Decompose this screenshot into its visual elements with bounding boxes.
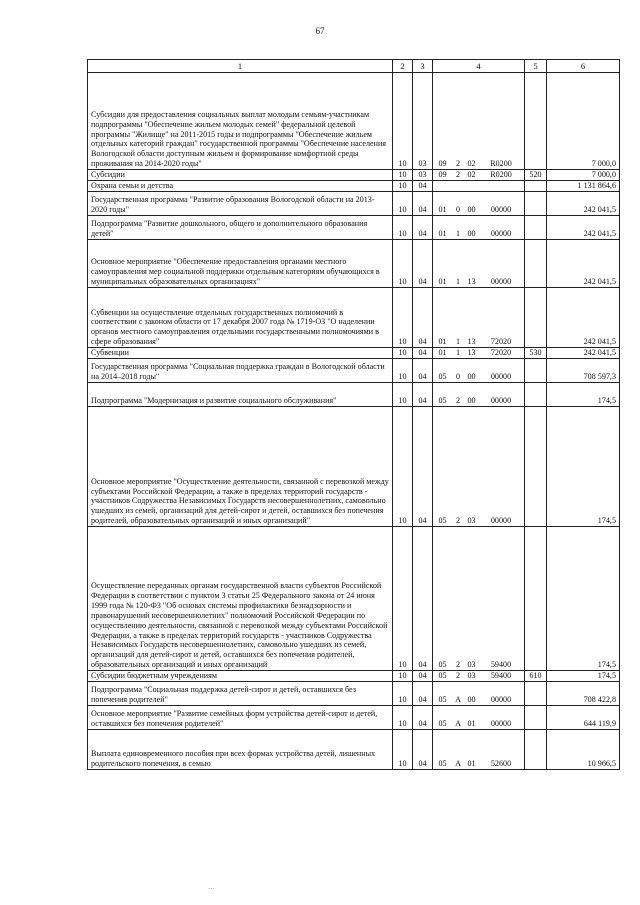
target-subprogram: А bbox=[455, 719, 461, 729]
row-section: 10 bbox=[393, 192, 413, 216]
target-subprogram: 1 bbox=[455, 277, 461, 287]
footer-mark: … bbox=[208, 883, 215, 891]
target-code: 00000 bbox=[490, 695, 512, 705]
target-code: 72020 bbox=[490, 337, 512, 347]
header-col-expense-type: 5 bbox=[525, 60, 547, 73]
target-subprogram: 0 bbox=[455, 205, 461, 215]
table-row bbox=[88, 288, 620, 348]
row-name: Подпрограмма "Развитие дошкольного, общего и дополнительного образования детей" bbox=[88, 216, 393, 240]
row-name: Осуществление переданных органам государственной власти субъектов Российской Федерации в соответствии с пунктом 3 статьи 25 Федерального закона от 24 июня 1999 года № 120-ФЗ "Об основах системы профилактики безнадзорности и правонарушений несовершеннолетних" полномочий Российской Федерации по осуществлению деятельности, связанной с перевозкой между субъектами Российской Федерации, а также в пределах территорий государств - участников Содружества Независимых Государств несовершеннолетних, самовольно ушедших из семей, организаций для детей-сирот и детей, оставшихся без попечения родителей, образовательных организаций и иных организаций bbox=[88, 527, 393, 671]
target-program: 09 bbox=[438, 170, 447, 180]
table-row bbox=[88, 407, 620, 527]
row-amount: 1 131 864,6 bbox=[547, 181, 620, 192]
row-section: 10 bbox=[393, 407, 413, 527]
row-name: Основное мероприятие "Развитие семейных форм устройства детей-сирот и детей, оставшихся без попечения родителей" bbox=[88, 706, 393, 730]
target-code: 00000 bbox=[490, 277, 512, 287]
target-program: 01 bbox=[438, 229, 447, 239]
row-subsection: 04 bbox=[413, 216, 433, 240]
row-amount: 708 597,3 bbox=[547, 359, 620, 383]
target-activity: 00 bbox=[467, 372, 476, 382]
row-subsection: 03 bbox=[413, 170, 433, 181]
target-activity: 00 bbox=[467, 695, 476, 705]
table-row bbox=[88, 359, 620, 383]
row-target-article bbox=[433, 359, 525, 383]
target-program: 01 bbox=[438, 277, 447, 287]
row-name: Основное мероприятие "Осуществление деятельности, связанной с перевозкой между субъектами Российской Федерации, а также в пределах территорий государств - участников Содружества Независимых Государств несовершеннолетних, самовольно ушедших из семей, организаций для детей-сирот и детей, оставшихся без попечения родителей, образовательных организаций и иных организаций" bbox=[88, 407, 393, 527]
table-row bbox=[88, 348, 620, 359]
row-expense-type bbox=[525, 73, 547, 170]
row-section: 10 bbox=[393, 216, 413, 240]
row-amount: 242 041,5 bbox=[547, 216, 620, 240]
row-name: Подпрограмма "Модернизация и развитие социального обслуживания" bbox=[88, 383, 393, 407]
row-expense-type bbox=[525, 240, 547, 288]
target-code: 00000 bbox=[490, 396, 512, 406]
row-target-article bbox=[433, 527, 525, 671]
target-activity: 00 bbox=[467, 229, 476, 239]
target-subprogram: 2 bbox=[455, 660, 461, 670]
row-amount: 644 119,9 bbox=[547, 706, 620, 730]
row-section: 10 bbox=[393, 671, 413, 682]
row-target-article bbox=[433, 216, 525, 240]
row-amount: 7 000,0 bbox=[547, 73, 620, 170]
table-row bbox=[88, 240, 620, 288]
row-subsection: 04 bbox=[413, 288, 433, 348]
target-code: 59400 bbox=[490, 671, 512, 681]
row-name: Выплата единовременного пособия при всех формах устройства детей, лишенных родительского попечения, в семью bbox=[88, 730, 393, 770]
row-target-article bbox=[433, 348, 525, 359]
row-section: 10 bbox=[393, 359, 413, 383]
target-subprogram: 2 bbox=[455, 159, 461, 169]
row-section: 10 bbox=[393, 383, 413, 407]
target-program: 01 bbox=[438, 337, 447, 347]
table-row bbox=[88, 170, 620, 181]
row-target-article bbox=[433, 706, 525, 730]
target-program: 05 bbox=[438, 759, 447, 769]
target-subprogram: 1 bbox=[455, 337, 461, 347]
header-col-target-article: 4 bbox=[433, 60, 525, 73]
target-activity: 03 bbox=[467, 671, 476, 681]
target-program: 01 bbox=[438, 348, 447, 358]
row-section: 10 bbox=[393, 73, 413, 170]
target-program: 05 bbox=[438, 372, 447, 382]
table-row bbox=[88, 216, 620, 240]
table-row bbox=[88, 527, 620, 671]
row-name: Субсидии bbox=[88, 170, 393, 181]
target-activity: 13 bbox=[467, 277, 476, 287]
row-subsection: 04 bbox=[413, 706, 433, 730]
target-activity: 02 bbox=[467, 170, 476, 180]
table-row bbox=[88, 383, 620, 407]
target-code: 00000 bbox=[490, 516, 512, 526]
row-expense-type: 530 bbox=[525, 348, 547, 359]
row-subsection: 04 bbox=[413, 407, 433, 527]
row-expense-type bbox=[525, 407, 547, 527]
target-program: 05 bbox=[438, 516, 447, 526]
row-expense-type bbox=[525, 288, 547, 348]
target-activity: 00 bbox=[467, 205, 476, 215]
row-target-article bbox=[433, 181, 525, 192]
row-expense-type bbox=[525, 682, 547, 706]
target-subprogram: А bbox=[455, 695, 461, 705]
row-target-article bbox=[433, 192, 525, 216]
target-activity: 03 bbox=[467, 660, 476, 670]
row-section: 10 bbox=[393, 706, 413, 730]
target-code: 00000 bbox=[490, 719, 512, 729]
target-program: 01 bbox=[438, 205, 447, 215]
header-col-subsection: 3 bbox=[413, 60, 433, 73]
row-subsection: 04 bbox=[413, 383, 433, 407]
row-section: 10 bbox=[393, 240, 413, 288]
table-row bbox=[88, 682, 620, 706]
row-amount: 708 422,8 bbox=[547, 682, 620, 706]
table-row bbox=[88, 181, 620, 192]
row-target-article bbox=[433, 240, 525, 288]
target-activity: 00 bbox=[467, 396, 476, 406]
row-expense-type bbox=[525, 359, 547, 383]
row-name: Охрана семьи и детства bbox=[88, 181, 393, 192]
row-expense-type bbox=[525, 216, 547, 240]
target-program: 05 bbox=[438, 719, 447, 729]
target-code: 00000 bbox=[490, 372, 512, 382]
row-amount: 242 041,5 bbox=[547, 288, 620, 348]
target-subprogram: 2 bbox=[455, 516, 461, 526]
row-amount: 174,5 bbox=[547, 383, 620, 407]
row-expense-type bbox=[525, 383, 547, 407]
row-target-article bbox=[433, 170, 525, 181]
row-name: Основное мероприятие "Обеспечение предоставления органами местного самоуправления мер социальной поддержки отдельным категориям обучающихся в муниципальных образовательных организациях" bbox=[88, 240, 393, 288]
row-subsection: 04 bbox=[413, 527, 433, 671]
table-row bbox=[88, 671, 620, 682]
row-name: Субсидии бюджетным учреждениям bbox=[88, 671, 393, 682]
target-activity: 01 bbox=[467, 759, 476, 769]
row-target-article bbox=[433, 407, 525, 527]
row-name: Государственная программа "Развитие образования Вологодской области на 2013-2020 годы" bbox=[88, 192, 393, 216]
row-amount: 7 000,0 bbox=[547, 170, 620, 181]
row-amount: 242 041,5 bbox=[547, 348, 620, 359]
row-name: Государственная программа "Социальная поддержка граждан в Вологодской области на 2014–2018 годы" bbox=[88, 359, 393, 383]
row-amount: 10 966,5 bbox=[547, 730, 620, 770]
row-section: 10 bbox=[393, 170, 413, 181]
row-amount: 174,5 bbox=[547, 527, 620, 671]
table-row bbox=[88, 730, 620, 770]
target-program: 05 bbox=[438, 671, 447, 681]
row-section: 10 bbox=[393, 527, 413, 671]
row-expense-type bbox=[525, 192, 547, 216]
target-program: 05 bbox=[438, 660, 447, 670]
row-subsection: 04 bbox=[413, 682, 433, 706]
row-subsection: 04 bbox=[413, 240, 433, 288]
target-subprogram: А bbox=[455, 759, 461, 769]
row-target-article bbox=[433, 671, 525, 682]
target-program: 05 bbox=[438, 396, 447, 406]
target-program: 05 bbox=[438, 695, 447, 705]
target-activity: 13 bbox=[467, 337, 476, 347]
target-code: 00000 bbox=[490, 205, 512, 215]
row-expense-type: 520 bbox=[525, 170, 547, 181]
target-code: 00000 bbox=[490, 229, 512, 239]
target-subprogram: 2 bbox=[455, 671, 461, 681]
row-expense-type bbox=[525, 527, 547, 671]
target-code: 72020 bbox=[490, 348, 512, 358]
row-name: Субвенции на осуществление отдельных государственных полномочий в соответствии с законом области от 17 декабря 2007 года № 1719-ОЗ "О наделении органов местного самоуправления отдельными государственными полномочиями в сфере образования" bbox=[88, 288, 393, 348]
row-name: Подпрограмма "Социальная поддержка детей-сирот и детей, оставшихся без попечения родителей" bbox=[88, 682, 393, 706]
row-amount: 242 041,5 bbox=[547, 240, 620, 288]
row-target-article bbox=[433, 73, 525, 170]
target-activity: 13 bbox=[467, 348, 476, 358]
target-subprogram: 1 bbox=[455, 229, 461, 239]
row-subsection: 03 bbox=[413, 73, 433, 170]
row-subsection: 04 bbox=[413, 671, 433, 682]
table-row bbox=[88, 73, 620, 170]
row-amount: 174,5 bbox=[547, 407, 620, 527]
row-name: Субсидии для предоставления социальных выплат молодым семьям-участникам подпрограммы "Обеспечение жильем молодых семей" федеральной целевой программы "Жилище" на 2011-2015 годы и подпрограммы "Обеспечение жильем отдельных категорий граждан" государственной программы "Обеспечение населения Вологодской области доступным жильем и формирование комфортной среды проживания на 2014-2020 годы" bbox=[88, 73, 393, 170]
table-row bbox=[88, 706, 620, 730]
target-code: 52600 bbox=[490, 759, 512, 769]
row-subsection: 04 bbox=[413, 181, 433, 192]
target-code: R0200 bbox=[490, 170, 512, 180]
target-subprogram: 2 bbox=[455, 170, 461, 180]
target-code: R0200 bbox=[490, 159, 512, 169]
row-expense-type bbox=[525, 730, 547, 770]
row-section: 10 bbox=[393, 288, 413, 348]
row-target-article bbox=[433, 730, 525, 770]
row-section: 10 bbox=[393, 682, 413, 706]
row-subsection: 04 bbox=[413, 192, 433, 216]
row-expense-type bbox=[525, 181, 547, 192]
row-expense-type: 610 bbox=[525, 671, 547, 682]
header-col-name: 1 bbox=[88, 60, 393, 73]
row-target-article bbox=[433, 682, 525, 706]
table-row bbox=[88, 192, 620, 216]
row-subsection: 04 bbox=[413, 730, 433, 770]
target-program: 09 bbox=[438, 159, 447, 169]
budget-table bbox=[87, 59, 620, 770]
row-subsection: 04 bbox=[413, 348, 433, 359]
target-subprogram: 0 bbox=[455, 372, 461, 382]
page-number: 67 bbox=[315, 26, 325, 36]
row-section: 10 bbox=[393, 730, 413, 770]
row-name: Субвенции bbox=[88, 348, 393, 359]
row-section: 10 bbox=[393, 348, 413, 359]
target-activity: 01 bbox=[467, 719, 476, 729]
target-activity: 03 bbox=[467, 516, 476, 526]
row-target-article bbox=[433, 383, 525, 407]
row-subsection: 04 bbox=[413, 359, 433, 383]
row-amount: 242 041,5 bbox=[547, 192, 620, 216]
target-subprogram: 2 bbox=[455, 396, 461, 406]
row-section: 10 bbox=[393, 181, 413, 192]
header-col-section: 2 bbox=[393, 60, 413, 73]
row-expense-type bbox=[525, 706, 547, 730]
row-target-article bbox=[433, 288, 525, 348]
target-activity: 02 bbox=[467, 159, 476, 169]
row-amount: 174,5 bbox=[547, 671, 620, 682]
header-col-amount: 6 bbox=[547, 60, 620, 73]
target-subprogram: 1 bbox=[455, 348, 461, 358]
target-code: 59400 bbox=[490, 660, 512, 670]
table-header-row bbox=[88, 60, 620, 73]
